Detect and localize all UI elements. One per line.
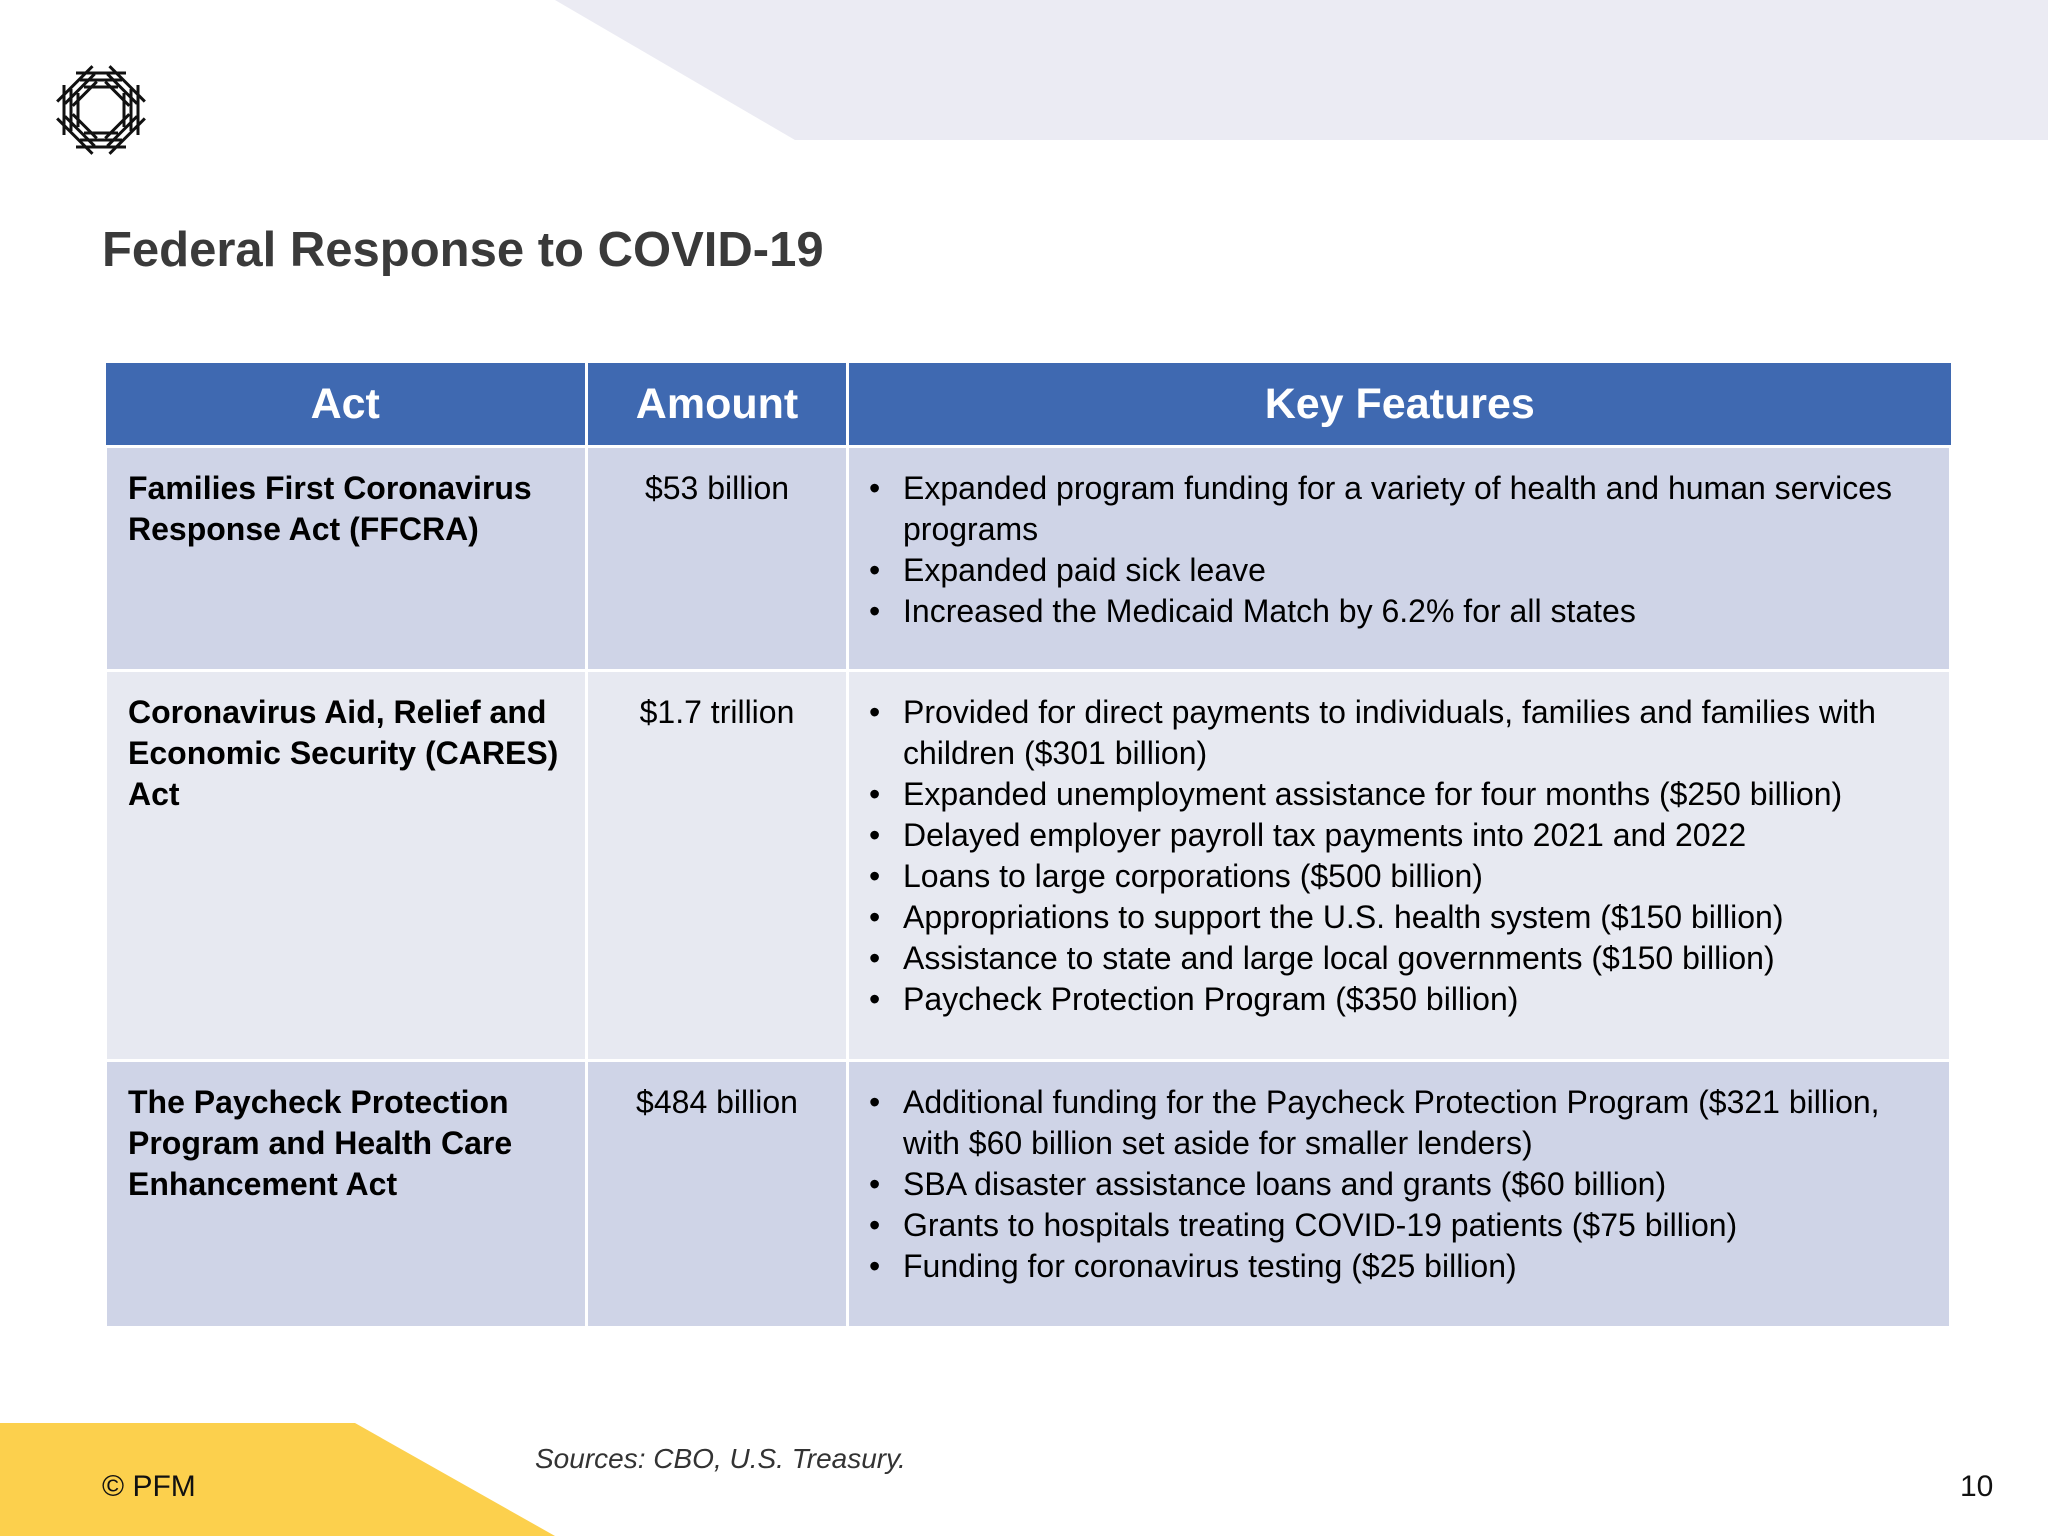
feature-item: • Paycheck Protection Program ($350 billion) <box>869 981 1519 1017</box>
feature-item: • Funding for coronavirus testing ($25 billion) <box>869 1248 1517 1284</box>
copyright-text: © PFM <box>102 1470 196 1503</box>
act-name: Coronavirus Aid, Relief and Economic Security (CARES) Act <box>106 671 587 1061</box>
act-name: The Paycheck Protection Program and Health Care Enhancement Act <box>106 1061 587 1328</box>
header-act: Act <box>106 363 587 447</box>
pfm-logo-icon <box>46 55 156 165</box>
feature-item: • Expanded program funding for a variety of health and human services programs <box>869 470 1893 547</box>
feature-list <box>863 468 1939 632</box>
feature-item: • Provided for direct payments to individuals, families and families with children ($301 billion) <box>869 694 1876 771</box>
act-amount: $1.7 trillion <box>587 671 848 1061</box>
top-decorative-band <box>0 0 2048 140</box>
feature-item: • Grants to hospitals treating COVID-19 patients ($75 billion) <box>869 1207 1738 1243</box>
feature-item: • Expanded unemployment assistance for four months ($250 billion) <box>869 776 1843 812</box>
act-amount: $53 billion <box>587 447 848 671</box>
key-features-cell <box>848 447 1951 671</box>
table-row <box>106 671 1951 1061</box>
table-row <box>106 1061 1951 1328</box>
feature-item: • Appropriations to support the U.S. health system ($150 billion) <box>869 899 1784 935</box>
feature-list <box>863 692 1939 1020</box>
feature-list <box>863 1082 1939 1287</box>
feature-item: • Increased the Medicaid Match by 6.2% for all states <box>869 593 1636 629</box>
key-features-cell <box>848 1061 1951 1328</box>
table-header-row <box>106 363 1951 447</box>
feature-item: • Delayed employer payroll tax payments into 2021 and 2022 <box>869 817 1747 853</box>
sources-note: Sources: CBO, U.S. Treasury. <box>535 1443 906 1474</box>
key-features-cell <box>848 671 1951 1061</box>
feature-item: • Expanded paid sick leave <box>869 552 1266 588</box>
feature-item: • SBA disaster assistance loans and grants ($60 billion) <box>869 1166 1667 1202</box>
feature-item: • Assistance to state and large local governments ($150 billion) <box>869 940 1775 976</box>
feature-item: • Loans to large corporations ($500 billion) <box>869 858 1483 894</box>
header-key-features: Key Features <box>848 363 1951 447</box>
slide-title: Federal Response to COVID-19 <box>102 223 824 277</box>
act-name: Families First Coronavirus Response Act (FFCRA) <box>106 447 587 671</box>
header-amount: Amount <box>587 363 848 447</box>
bottom-decorative-band <box>0 1423 560 1536</box>
feature-item: • Additional funding for the Paycheck Protection Program ($321 billion, with $60 billion set aside for smaller lenders) <box>869 1084 1880 1161</box>
table-row <box>106 447 1951 671</box>
covid-acts-table <box>104 363 1949 1329</box>
act-amount: $484 billion <box>587 1061 848 1328</box>
page-number: 10 <box>1960 1470 1994 1503</box>
